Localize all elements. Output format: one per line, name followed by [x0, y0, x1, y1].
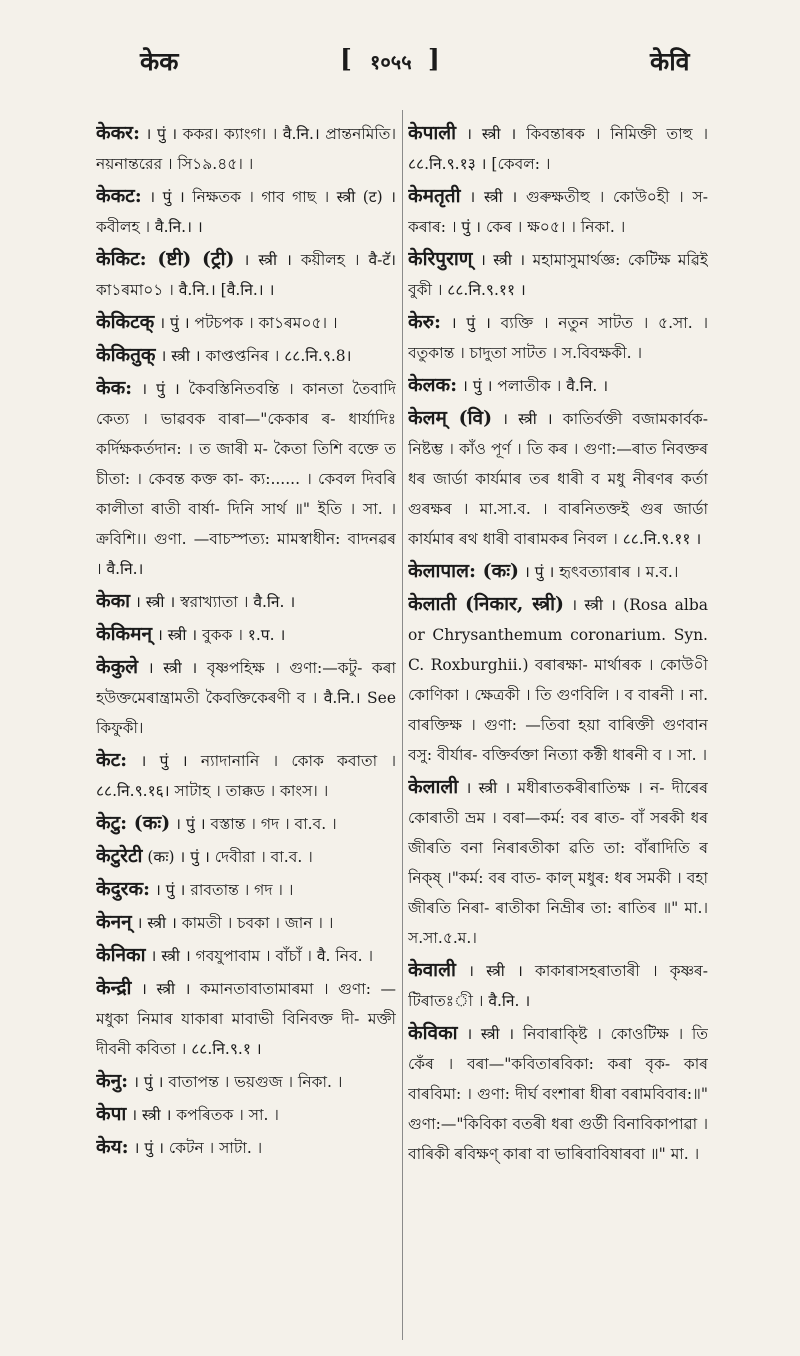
entry-headword: केनु:	[96, 1070, 129, 1092]
dictionary-entry	[96, 1099, 396, 1130]
entry-headword: केवाली	[408, 959, 456, 981]
page-header	[140, 44, 700, 88]
entry-text: । स्त्री । বৃষ্ণপহিক্ষ । গুণা:—কটু- কৰা হউক্তমেৰান্ত্ৰামতী কৈবক্তিকেৰণী ব । वै.नि.। See কিফুকী।	[96, 659, 396, 737]
entry-text: । पुं । পলাতীক । वै.नि. ।	[462, 377, 609, 395]
entry-headword: केलाती (निकार, स्त्री)	[408, 593, 565, 615]
entry-headword: केकिमन्	[96, 623, 153, 645]
entry-headword: केदुरक:	[96, 878, 151, 900]
entry-headword: केनन्	[96, 911, 132, 933]
entry-text: । स्त्री । বুকক । १.प. ।	[156, 626, 286, 644]
left-column	[96, 118, 396, 1338]
entry-headword: केपा	[96, 1103, 127, 1125]
entry-headword: केकिट: (ष्टी) (ट्री)	[96, 248, 235, 270]
dictionary-entry	[96, 373, 396, 584]
entry-text: । पुं । বস্তান্ত । গদ । বা.ব. ।	[175, 815, 337, 833]
entry-text: । स्त्री । কামতী । চবকা । জান । ।	[136, 914, 334, 932]
entry-text: (कः) । पुं । দেবীরা । বা.ব. ।	[147, 848, 313, 866]
entry-text: । स्त्री । কপৰিতক । সা. ।	[131, 1106, 279, 1124]
entry-headword: केक:	[96, 377, 133, 399]
dictionary-entry	[96, 307, 396, 338]
dictionary-entry	[408, 772, 708, 953]
dictionary-entry	[96, 652, 396, 743]
entry-text: । पुं । ব্যক্তি । নতুন সাটত । ৫.সা. । বতুকান্ত । চাদুতা সাটত । স.বিবক্ষকী. ।	[408, 314, 708, 362]
dictionary-entry	[96, 1132, 396, 1163]
dictionary-entry	[96, 181, 396, 242]
entry-headword: केटुरेटी	[96, 845, 143, 867]
entry-text: । स्त्री । (Rosa alba or Chrysanthemum coronarium. Syn. C. Roxburghii.) বৰাৰক্ষা- মাৰ্থাৰক । কোউ০ী কোণিকা । ক্ষেত্ৰকী । তি গুণবিলি । ব বাৰনী । না. বাৰক্তিক্ষ । গুণা: —তিবা হয়া বাৰিক্তী গুণবান বসু: বীৰ্যাৰ- বক্তিৰ্বক্তা নিত্যা কক্টী ধাৰনী ব । সা. ।	[408, 596, 708, 764]
entry-headword: केलम् (वि)	[408, 407, 493, 429]
entry-text: । स्त्री । কাতিৰ্বক্তী বজামকাৰ্বক- নিষ্টম্ভ । কাঁও পূর্ণ । তি কৰ । গুণা:—ৰাত নিবক্তৰ ধৰ জাৰ্ডা কাৰ্যমাৰ তৰ ধাৰী ব মধু নীৰণৰ কৰ্তা গুৰক্ষৰ । মা.সা.ব. । বাৰনিতক্তই গুৰ জাৰ্ডা কাৰ্যমাৰ ৰথ ধাৰী বাৰামকৰ নিবল । ८८.नि.९.११ ।	[408, 410, 708, 548]
entry-headword: केय:	[96, 1136, 129, 1158]
entry-headword: केकिटक्	[96, 311, 155, 333]
header-bracket-close: ]	[428, 44, 440, 73]
entry-text: । स्त्री । কাকাৰাসহৰাতাৰী । কৃষ্ণৰ- টিৰাতঃী । वै.नि. ।	[408, 962, 708, 1010]
entry-text: । स्त्री । গবযুপাবাম । বাঁচাঁ । वै. নিব. ।	[150, 947, 374, 965]
entry-headword: केमतृती	[408, 185, 461, 207]
entry-text: । स्त्री । কমানতাবাতামাৰমা । গুণা: —মধুকা নিমাৰ যাকাৰা মাবাভী বিনিবক্ত দী- মক্তী দীবনী কবিতা । ८८.नि.९.१ ।	[96, 980, 396, 1058]
dictionary-entry	[96, 745, 396, 806]
dictionary-entry	[408, 370, 708, 401]
page-number: १०५५	[370, 50, 412, 74]
dictionary-entry	[408, 1018, 708, 1169]
column-divider	[402, 110, 403, 1340]
dictionary-entry	[408, 244, 708, 305]
entry-text: । स्त्री । গুৰুক্ষতীহু । কোউ০হী । স- কৰাৰ: । पुं । কেৰ । ক্ষ০৫। । নিকা. ।	[408, 188, 708, 236]
entry-headword: केकट:	[96, 185, 142, 207]
entry-text: । स्त्री । কাপ্তপ্তনিৰ । ८८.नि.९.8।	[160, 347, 352, 365]
dictionary-entry	[96, 940, 396, 971]
dictionary-entry	[96, 586, 396, 617]
entry-headword: केट:	[96, 749, 128, 771]
dictionary-entry	[408, 556, 708, 587]
dictionary-entry	[96, 244, 396, 305]
dictionary-entry	[408, 403, 708, 554]
right-column	[408, 118, 708, 1338]
entry-text: । पुं । ন্যাদানানি । কোক কবাতা । ८८.नि.९.१६। সাটাহ । তাক্কড । কাংস। ।	[96, 752, 396, 800]
entry-headword: केविका	[408, 1022, 458, 1044]
entry-text: । स्त्री । স্বরাখ্যাতা । वै.नि. ।	[135, 593, 296, 611]
entry-text: । पुं । পটচপক । কা১ৰম০৫। ।	[159, 314, 338, 332]
entry-headword: केकर:	[96, 122, 140, 144]
header-right-guideword: केवि	[650, 47, 690, 76]
dictionary-entry	[96, 1066, 396, 1097]
entry-text: । स्त्री । মধীৰাতকৰীৰাতিক্ষ । ন- দীৰেৰ কোৰাতী ভ্ৰম । বৰা—কৰ্ম: বৰ ৰাত- বাঁ সৰকী ধৰ জীৰতি বনা নিৰাৰতীকা ৱতি তা: বাঁৰাদিতি ৰ নিক্ষ্ ।"কৰ্ম: বৰ বাত- কাল্ মধুৰ: ধৰ সমকী । বহা জীৰতি নিৰা- ৰাতীকা নিভ্ৰীৰ তা: ৰাতিৰ ॥" মা.। স.সা.৫.ম.।	[408, 779, 708, 947]
entry-headword: केलक:	[408, 374, 458, 396]
entry-headword: केपाली	[408, 122, 457, 144]
entry-headword: केरिपुराण्	[408, 248, 473, 270]
header-left-guideword: केक	[140, 47, 179, 76]
dictionary-entry	[96, 874, 396, 905]
entry-text: । स्त्री । কিবন্তাৰক । নিমিক্তী তাহু । ८८.नि.९.१३ । [কেবল: ।	[408, 125, 708, 173]
dictionary-entry	[96, 118, 396, 179]
entry-headword: केन्द्री	[96, 977, 132, 999]
entry-text: । पुं । নিক্ষতক । গাব গাছ । स्त्री (ट) । কবীলহ । वै.नि.। ।	[96, 188, 396, 236]
dictionary-entry	[96, 841, 396, 872]
entry-headword: केरु:	[408, 311, 441, 333]
dictionary-entry	[408, 118, 708, 179]
dictionary-entry	[96, 907, 396, 938]
entry-headword: केलाली	[408, 776, 459, 798]
dictionary-entry	[408, 589, 708, 770]
entry-headword: केका	[96, 590, 131, 612]
header-bracket-open: [	[340, 44, 352, 73]
entry-headword: केलापाल: (कः)	[408, 560, 520, 582]
entry-text: । पुं । রাবতান্ত । গদ । ।	[155, 881, 294, 899]
entry-headword: केकितुक्	[96, 344, 156, 366]
dictionary-entry	[96, 808, 396, 839]
dictionary-entry	[408, 181, 708, 242]
dictionary-entry	[96, 340, 396, 371]
entry-text: । स्त्री । কয়ীলহ । वै-टॅ। কা১ৰমা০১ । वै.नि.। [वै.नि.। ।	[96, 251, 396, 299]
entry-headword: केनिका	[96, 944, 146, 966]
entry-text: । पुं । বাতাপন্ত । ভয়গুজ । নিকা. ।	[133, 1073, 343, 1091]
entry-text: । स्त्री । নিবাৰাক্ষ্টি । কোওটিক্ষ । তি কেঁৰ । বৰা—"কবিতাৰবিকা: কৰা বৃক- কাৰ বাৰবিমা: । গুণা: দীৰ্ঘ বংশাৰা ধীৰা বৰামবিবাৰ:॥" গুণা:—"কিবিকা বতৰী ধৰা গুৰ্ডী বিনাবিকাপাৱা । বাৰিকী ৰবিক্ষণ্ কাৰা বা ভাৰিবাবিষাৰবা ॥" মা. ।	[408, 1025, 708, 1163]
entry-text: । पुं । হৃৎবত্যাৰাৰ । ম.ব.।	[523, 563, 679, 581]
entry-text: । पुं । ককর। ক্যাংগ। । वै.नि.। প্রান্তনমিতি। নয়নান্তরের । সি১৯.৪৫। ।	[96, 125, 396, 173]
entry-text: । पुं । কৈবস্তিনিতবন্তি । কানতা তৈবাদি কেত্য । ভাৱবক বাৰা—"কেকাৰ ৰ- ধাৰ্যাদিঃ কৰ্দিক্ষকৰ্তদান: । ত জাৰী ম- কৈতা তিশি বক্তে ত চীতা: । কেবন্ত কক্ত কা- ক্য:...... । কেবল দিবৰি কালীতা ৰাতী বাৰ্ষা- দিনি সাৰ্থ ॥" ইতি । সা. । ক্ৰবিশি।। গুণা. —বাচস্পত্য: মামস্বাধীন: বাদনৱৰ । वै.नि.।	[96, 380, 396, 578]
dictionary-entry	[96, 619, 396, 650]
entry-headword: केकुले	[96, 656, 139, 678]
dictionary-entry	[96, 973, 396, 1064]
dictionary-entry	[408, 307, 708, 368]
entry-headword: केटु: (कः)	[96, 812, 171, 834]
entry-text: । स्त्री । মহামাসুমাৰ্থজ্ঞ: কেটিক্ষ মৱিই বুকী । ८८.नि.९.११ ।	[408, 251, 708, 299]
entry-text: । पुं । কেটন । সাটা. ।	[133, 1139, 263, 1157]
dictionary-entry	[408, 955, 708, 1016]
